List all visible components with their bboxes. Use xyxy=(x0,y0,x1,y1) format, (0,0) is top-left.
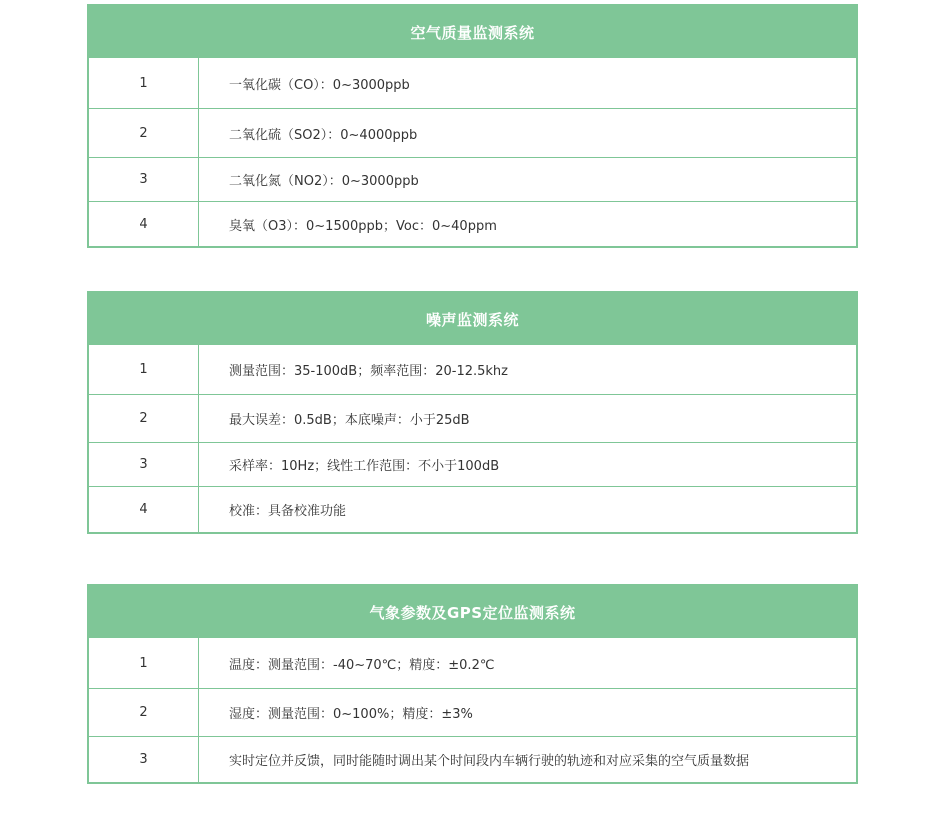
row-index: 1 xyxy=(89,58,199,108)
noise-table xyxy=(87,291,858,534)
row-description: 温度：测量范围：-40~70℃；精度：±0.2℃ xyxy=(229,657,495,673)
table-row xyxy=(89,157,856,201)
table-row xyxy=(89,638,856,688)
table-row xyxy=(89,442,856,486)
row-index: 1 xyxy=(89,638,199,688)
row-index: 2 xyxy=(89,395,199,442)
row-description: 测量范围：35-100dB；频率范围：20-12.5khz xyxy=(229,364,508,379)
row-description: 实时定位并反馈，同时能随时调出某个时间段内车辆行驶的轨迹和对应采集的空气质量数据 xyxy=(229,754,750,769)
noise-table-title: 噪声监测系统 xyxy=(89,293,856,345)
table-row xyxy=(89,108,856,157)
row-index: 3 xyxy=(89,737,199,782)
table-row xyxy=(89,394,856,442)
row-index: 2 xyxy=(89,689,199,736)
row-index: 3 xyxy=(89,158,199,201)
row-index: 3 xyxy=(89,443,199,486)
row-index: 4 xyxy=(89,202,199,246)
table-row xyxy=(89,736,856,782)
row-description: 二氧化氮（NO2）：0~3000ppb xyxy=(229,174,419,189)
row-description: 臭氧（O3）：0~1500ppb；Voc：0~40ppm xyxy=(229,218,497,234)
row-description: 校准：具备校准功能 xyxy=(229,504,347,519)
table-row xyxy=(89,486,856,532)
row-index: 4 xyxy=(89,487,199,532)
row-description: 二氧化硫（SO2）：0~4000ppb xyxy=(229,127,418,143)
row-description: 采样率：10Hz；线性工作范围：不小于100dB xyxy=(229,459,500,474)
table-row xyxy=(89,345,856,394)
row-index: 2 xyxy=(89,109,199,157)
weather-gps-table-title: 气象参数及GPS定位监测系统 xyxy=(89,586,856,638)
table-row xyxy=(89,688,856,736)
row-index: 1 xyxy=(89,345,199,394)
table-row xyxy=(89,58,856,108)
table-row xyxy=(89,201,856,246)
air-quality-table xyxy=(87,4,858,248)
row-description: 湿度：测量范围：0~100%；精度：±3% xyxy=(229,707,473,722)
row-description: 一氧化碳（CO）：0~3000ppb xyxy=(229,77,410,93)
weather-gps-table xyxy=(87,584,858,784)
air-quality-table-title: 空气质量监测系统 xyxy=(89,6,856,58)
row-description: 最大误差：0.5dB；本底噪声：小于25dB xyxy=(229,413,470,428)
